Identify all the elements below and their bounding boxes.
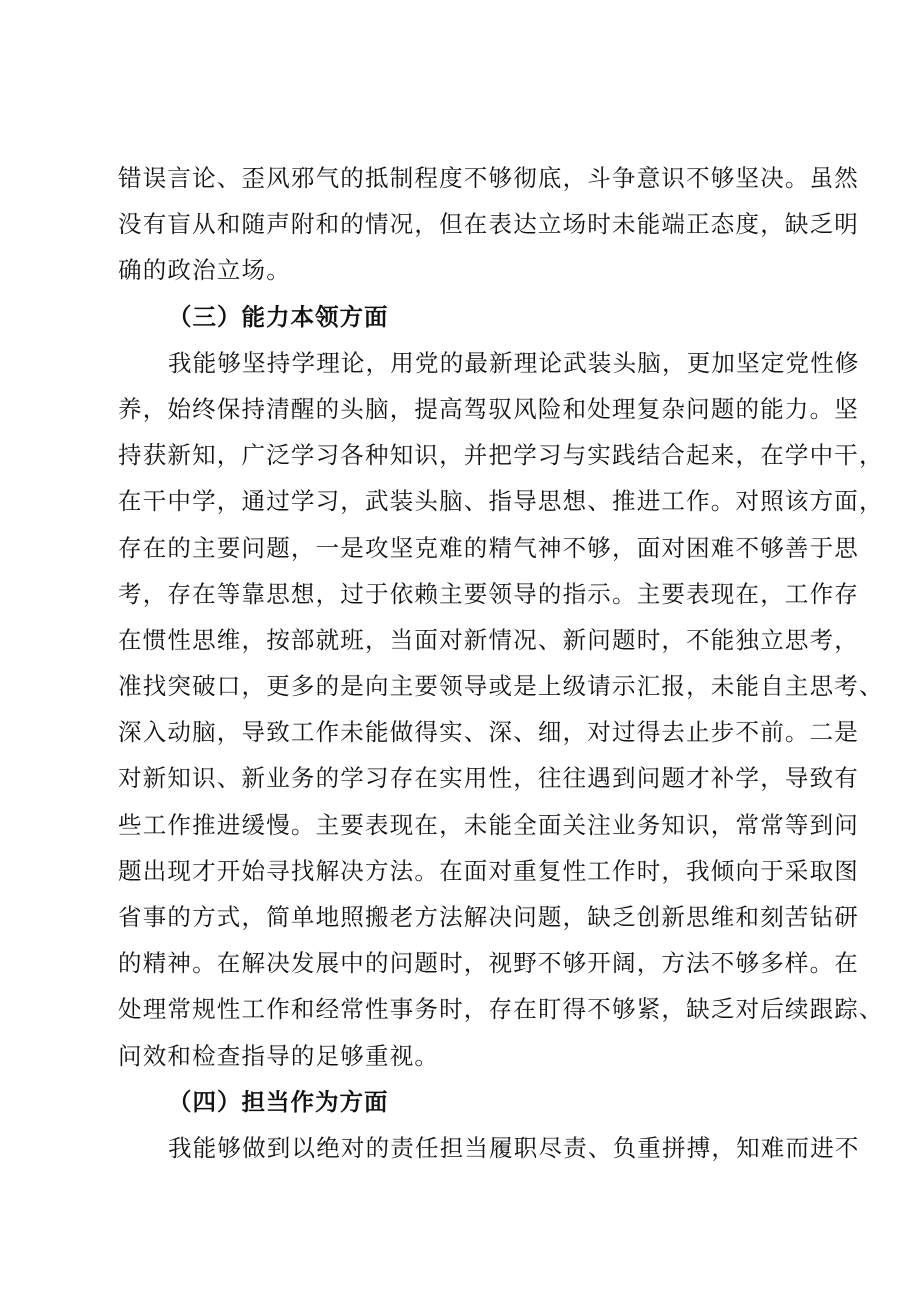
document-body: [118, 155, 884, 1171]
paragraph-line: 的精神。在解决发展中的问题时，视野不够开阔，方法不够多样。在: [118, 949, 859, 978]
paragraph-line: 确的政治立场。: [118, 256, 291, 285]
paragraph-line: 深入动脑，导致工作未能做得实、深、细，对过得去止步不前。二是: [118, 718, 859, 747]
paragraph-line: 考，存在等靠思想，过于依赖主要领导的指示。主要表现在，工作存: [118, 579, 859, 608]
paragraph-line: 省事的方式，简单地照搬老方法解决问题，缺乏创新思维和刻苦钻研: [118, 903, 859, 931]
paragraph-line: 些工作推进缓慢。主要表现在，未能全面关注业务知识，常常等到问: [118, 810, 859, 839]
paragraph-line: 在惯性思维，按部就班，当面对新情况、新问题时，不能独立思考，: [118, 625, 859, 654]
paragraph-line: 处理常规性工作和经常性事务时，存在盯得不够紧，缺乏对后续跟踪、: [118, 995, 884, 1024]
paragraph-line: 没有盲从和随声附和的情况，但在表达立场时未能端正态度，缺乏明: [118, 210, 859, 239]
paragraph-line: 我能够坚持学理论，用党的最新理论武装头脑，更加坚定党性修: [168, 348, 860, 377]
paragraph-line: 在干中学，通过学习，武装头脑、指导思想、推进工作。对照该方面，: [118, 487, 884, 516]
paragraph-line: 错误言论、歪风邪气的抵制程度不够彻底，斗争意识不够坚决。虽然: [118, 164, 859, 192]
section-heading-ability: （三）能力本领方面: [168, 302, 389, 331]
paragraph-line: 问效和检查指导的足够重视。: [118, 1041, 440, 1070]
paragraph-line: 持获新知，广泛学习各种知识，并把学习与实践结合起来，在学中干，: [118, 441, 884, 470]
paragraph-line: 我能够做到以绝对的责任担当履职尽责、负重拼搏，知难而进不: [168, 1133, 860, 1162]
paragraph-line: 养，始终保持清醒的头脑，提高驾驭风险和处理复杂问题的能力。坚: [118, 394, 859, 423]
paragraph-line: 准找突破口，更多的是向主要领导或是上级请示汇报，未能自主思考、: [118, 672, 884, 701]
paragraph-line: 题出现才开始寻找解决方法。在面对重复性工作时，我倾向于采取图: [118, 856, 859, 885]
paragraph-line: 存在的主要问题，一是攻坚克难的精气神不够，面对困难不够善于思: [118, 533, 859, 562]
paragraph-line: 对新知识、新业务的学习存在实用性，往往遇到问题才补学，导致有: [118, 764, 859, 793]
section-heading-responsibility: （四）担当作为方面: [168, 1087, 389, 1116]
